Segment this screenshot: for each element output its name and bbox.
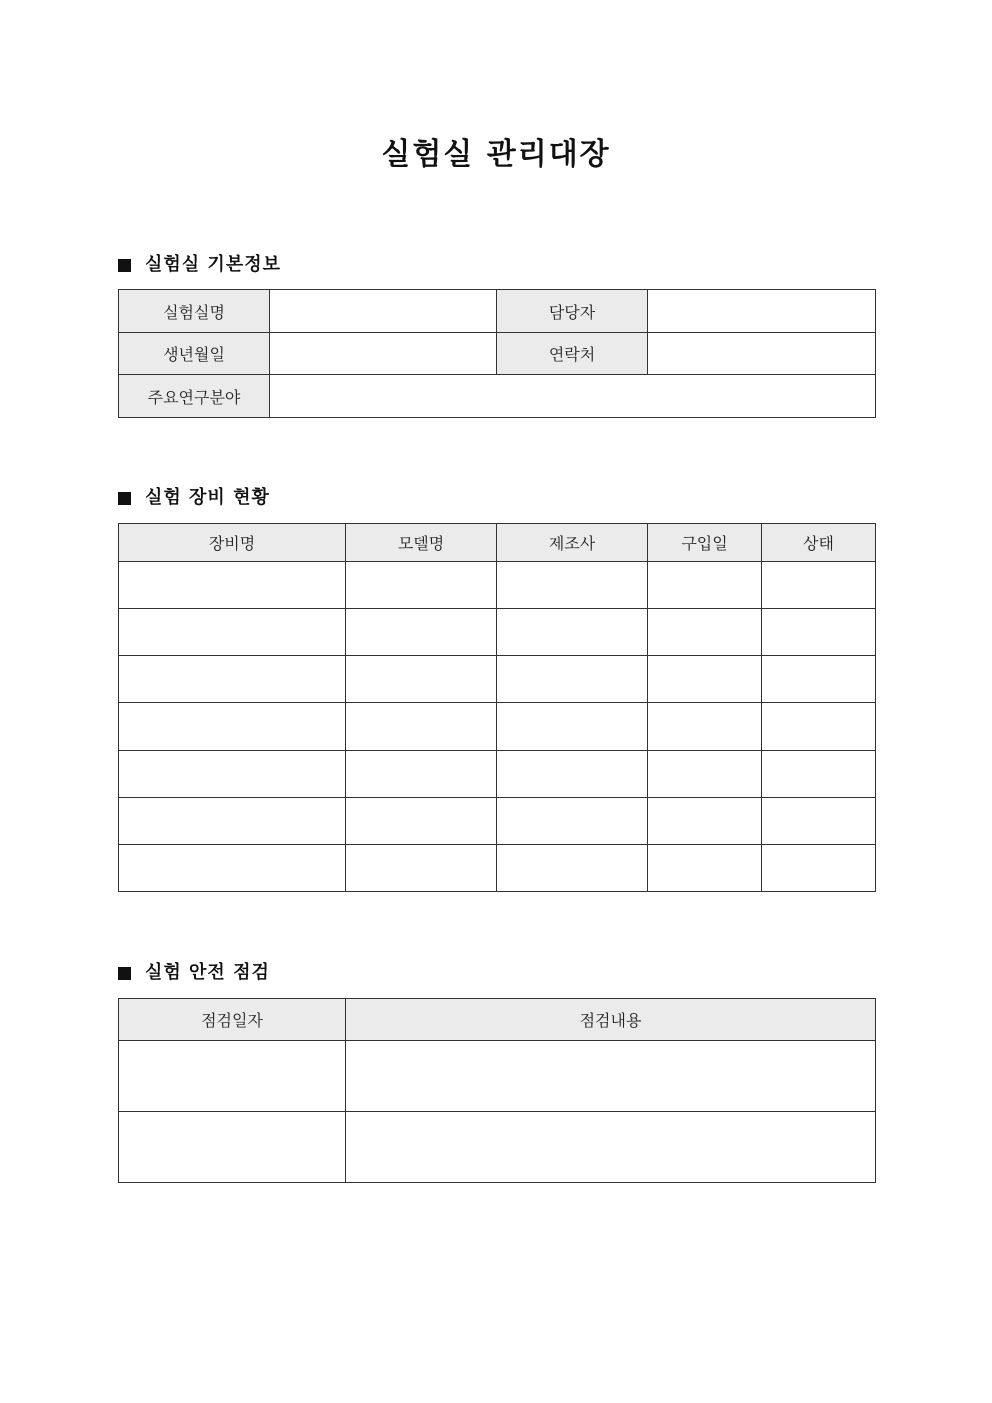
table-row <box>119 751 876 798</box>
table-row <box>119 798 876 845</box>
contact-label: 연락처 <box>497 333 648 375</box>
section-heading-label: 실험실 기본정보 <box>145 254 281 275</box>
column-header: 점검내용 <box>346 999 876 1041</box>
table-row <box>119 1112 876 1183</box>
table-cell[interactable] <box>648 798 762 845</box>
table-cell[interactable] <box>346 656 497 703</box>
table-cell[interactable] <box>119 751 346 798</box>
manager-label: 담당자 <box>497 290 648 333</box>
table-cell[interactable] <box>346 845 497 892</box>
table-row <box>119 375 876 418</box>
table-cell[interactable] <box>648 562 762 609</box>
lab-name-label: 실험실명 <box>119 290 270 333</box>
table-cell[interactable] <box>346 703 497 751</box>
column-header: 상태 <box>762 524 876 562</box>
contact-field[interactable] <box>648 333 876 375</box>
table-cell[interactable] <box>119 845 346 892</box>
table-row <box>119 333 876 375</box>
section-heading-safety <box>118 960 270 986</box>
table-cell[interactable] <box>762 798 876 845</box>
table-cell[interactable] <box>497 656 648 703</box>
square-bullet-icon <box>118 259 131 272</box>
table-cell[interactable] <box>119 1112 346 1183</box>
table-cell[interactable] <box>346 609 497 656</box>
table-row <box>119 845 876 892</box>
table-header-row <box>119 999 876 1041</box>
table-cell[interactable] <box>648 751 762 798</box>
table-cell[interactable] <box>119 798 346 845</box>
table-cell[interactable] <box>119 656 346 703</box>
equipment-table <box>118 523 876 892</box>
table-row <box>119 290 876 333</box>
table-cell[interactable] <box>119 609 346 656</box>
table-cell[interactable] <box>762 845 876 892</box>
table-cell[interactable] <box>497 751 648 798</box>
column-header: 점검일자 <box>119 999 346 1041</box>
table-cell[interactable] <box>762 656 876 703</box>
table-cell[interactable] <box>762 751 876 798</box>
square-bullet-icon <box>118 492 131 505</box>
table-cell[interactable] <box>119 1041 346 1112</box>
table-cell[interactable] <box>119 562 346 609</box>
table-row <box>119 703 876 751</box>
section-heading-equipment <box>118 485 270 511</box>
safety-table <box>118 998 876 1183</box>
table-cell[interactable] <box>346 1041 876 1112</box>
table-cell[interactable] <box>119 703 346 751</box>
table-cell[interactable] <box>497 845 648 892</box>
table-cell[interactable] <box>648 656 762 703</box>
manager-field[interactable] <box>648 290 876 333</box>
table-row <box>119 656 876 703</box>
table-cell[interactable] <box>648 845 762 892</box>
research-area-label: 주요연구분야 <box>119 375 270 418</box>
table-cell[interactable] <box>497 562 648 609</box>
table-cell[interactable] <box>648 703 762 751</box>
table-cell[interactable] <box>346 1112 876 1183</box>
square-bullet-icon <box>118 967 131 980</box>
table-cell[interactable] <box>762 609 876 656</box>
lab-name-field[interactable] <box>270 290 497 333</box>
table-cell[interactable] <box>497 798 648 845</box>
table-row <box>119 562 876 609</box>
column-header: 장비명 <box>119 524 346 562</box>
table-cell[interactable] <box>346 798 497 845</box>
section-heading-basic-info <box>118 252 281 278</box>
table-cell[interactable] <box>762 562 876 609</box>
birthdate-label: 생년월일 <box>119 333 270 375</box>
table-cell[interactable] <box>346 562 497 609</box>
section-heading-label: 실험 장비 현황 <box>145 487 270 508</box>
basic-info-table <box>118 289 876 418</box>
table-row <box>119 609 876 656</box>
birthdate-field[interactable] <box>270 333 497 375</box>
column-header: 구입일 <box>648 524 762 562</box>
table-cell[interactable] <box>346 751 497 798</box>
research-area-field[interactable] <box>270 375 876 418</box>
table-cell[interactable] <box>497 609 648 656</box>
column-header: 모델명 <box>346 524 497 562</box>
column-header: 제조사 <box>497 524 648 562</box>
table-cell[interactable] <box>648 609 762 656</box>
table-row <box>119 1041 876 1112</box>
document-title: 실험실 관리대장 <box>381 137 611 172</box>
table-cell[interactable] <box>762 703 876 751</box>
table-cell[interactable] <box>497 703 648 751</box>
table-header-row <box>119 524 876 562</box>
section-heading-label: 실험 안전 점검 <box>145 962 270 983</box>
